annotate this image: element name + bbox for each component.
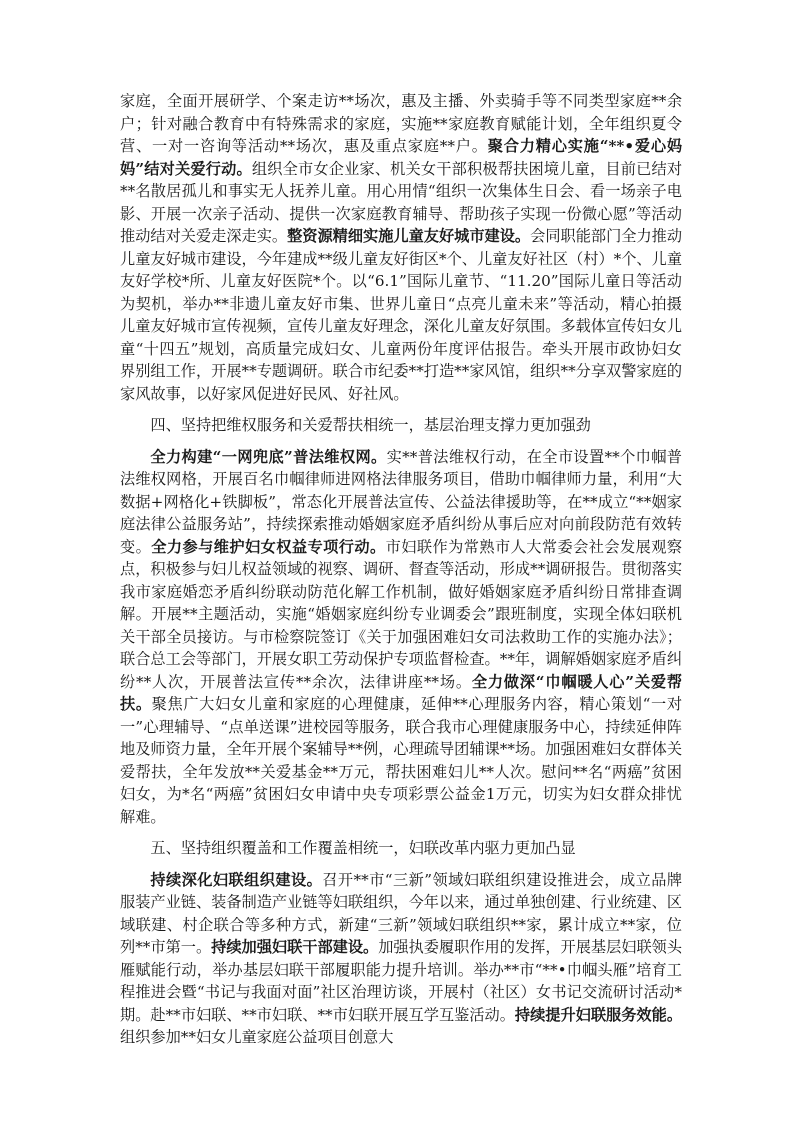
body-text: 聚焦广大妇女儿童和家庭的心理健康，延伸**心理服务内容，精心策划“一对一”心理辅导、“点单送课”进校园等服务，联合我市心理健康服务中心，持续延伸阵地及师资力量，全年开展个案辅导**例，心理疏导团辅课**场。加强困难妇女群体关爱帮扶，全年发放**关爱基金**万元，帮扶困难妇儿**人次。慰问**名“两癌”贫困妇女，为*名“两癌”贫困妇女申请中央专项彩票公益金1万元，切实为妇女群众排忧解难。 <box>120 695 682 826</box>
paragraph-section-4 <box>120 446 682 829</box>
bold-lead-sentence: 聚合力精心实施“**•爱心妈妈”结对关爱行动。 <box>120 137 683 178</box>
bold-lead-sentence: 持续深化妇联组织建设。 <box>150 870 323 889</box>
bold-lead-sentence: 持续加强妇联干部建设。 <box>211 938 379 956</box>
body-text: 实**普法维权行动，在全市设置**个巾帼普法维权网格，开展百名巾帼律师进网格法律服务项目，借助巾帼律师力量，利用“大数据+网格化+铁脚板”，常态化开展普法宣传、公益法律援助等，在**成立“**姻家庭法律公益服务站”，持续探索推动婚姻家庭矛盾纠纷从事后应对向前段防范有效转变。 <box>120 447 682 556</box>
bold-lead-sentence: 全力构建“一网兜底”普法维权网。 <box>150 447 387 466</box>
paragraph-intro <box>120 90 682 405</box>
paragraph-section-5 <box>120 869 682 1049</box>
bold-lead-sentence: 持续提升妇联服务效能。 <box>514 1005 683 1024</box>
bold-lead-sentence: 整资源精细实施儿童友好城市建设。 <box>287 227 531 245</box>
document-page <box>120 90 682 1049</box>
body-text: 组织参加**妇女儿童家庭公益项目创意大 <box>120 1028 394 1046</box>
bold-lead-sentence: 全力做深“巾帼暖人心”关爱帮扶。 <box>120 672 683 713</box>
body-text: 会同职能部门全力推动儿童友好城市建设，今年建成**级儿童友好街区*个、儿童友好社区（村）*个、儿童友好学校*所、儿童友好医院*个。以“6.1”国际儿童节、“11.20”国际儿童日等活动为契机，举办**非遗儿童友好市集、世界儿童日“点亮儿童未来”等活动，精心拍摄儿童友好城市宣传视频，宣传儿童友好理念，深化儿童友好氛围。多载体宣传妇女儿童“十四五”规划，高质量完成妇女、儿童两份年度评估报告。牵头开展市政协妇女界别组工作，开展**专题调研。联合市纪委**打造**家风馆，组织**分享双警家庭的家风故事，以好家风促进好民风、好社风。 <box>120 227 683 403</box>
body-text: 组织全市女企业家、机关女干部积极帮扶困境儿童，目前已结对**名散居孤儿和事实无人抚养儿童。用心用情“组织一次集体生日会、看一场亲子电影、开展一次亲子活动、提供一次家庭教育辅导、帮助孩子实现一份微心愿”等活动推动结对关爱走深走实。 <box>120 159 683 245</box>
section-heading-4: 四、坚持把维权服务和关爱帮扶相统一，基层治理支撑力更加强劲 <box>150 416 591 434</box>
bold-lead-sentence: 全力参与维护妇女权益专项行动。 <box>151 537 386 556</box>
section-heading-5: 五、坚持组织覆盖和工作覆盖相统一，妇联改革内驱力更加凸显 <box>150 839 576 857</box>
body-text: 家庭，全面开展研学、个案走访**场次，惠及主播、外卖骑手等不同类型家庭**余户；针对融合教育中有特殊需求的家庭，实施**家庭教育赋能计划，全年组织夏令营、一对一咨询等活动**场次，惠及重点家庭**户。 <box>120 92 682 155</box>
body-text: 市妇联作为常熟市人大常委会社会发展观察点，积极参与妇儿权益领域的视察、调研、督查等活动，形成**调研报告。贯彻落实我市家庭婚恋矛盾纠纷联动防范化解工作机制，做好婚姻家庭矛盾纠纷日常排查调解。开展**主题活动，实施“婚姻家庭纠纷专业调委会”跟班制度，实现全体妇联机关干部全员接访。与市检察院签订《关于加强困难妇女司法救助工作的实施办法》；联合总工会等部门，开展女职工劳动保护专项监督检查。**年，调解婚姻家庭矛盾纠纷**人次，开展普法宣传**余次，法律讲座**场。 <box>120 537 683 691</box>
body-text: 加强执委履职作用的发挥，开展基层妇联领头雁赋能行动，举办基层妇联干部履职能力提升培训。举办**市“**•巾帼头雁”培育工程推进会暨“书记与我面对面”社区治理访谈，开展村（社区）女书记交流研讨活动*期。赴**市妇联、**市妇联、**市妇联开展互学互鉴活动。 <box>120 938 683 1024</box>
body-text: 召开**市“三新”领域妇联组织建设推进会，成立品牌服装产业链、装备制造产业链等妇联组织，今年以来，通过单独创建、行业统建、区域联建、村企联合等多种方式，新建“三新”领域妇联组织**家，累计成立**家，位列**市第一。 <box>120 870 683 956</box>
